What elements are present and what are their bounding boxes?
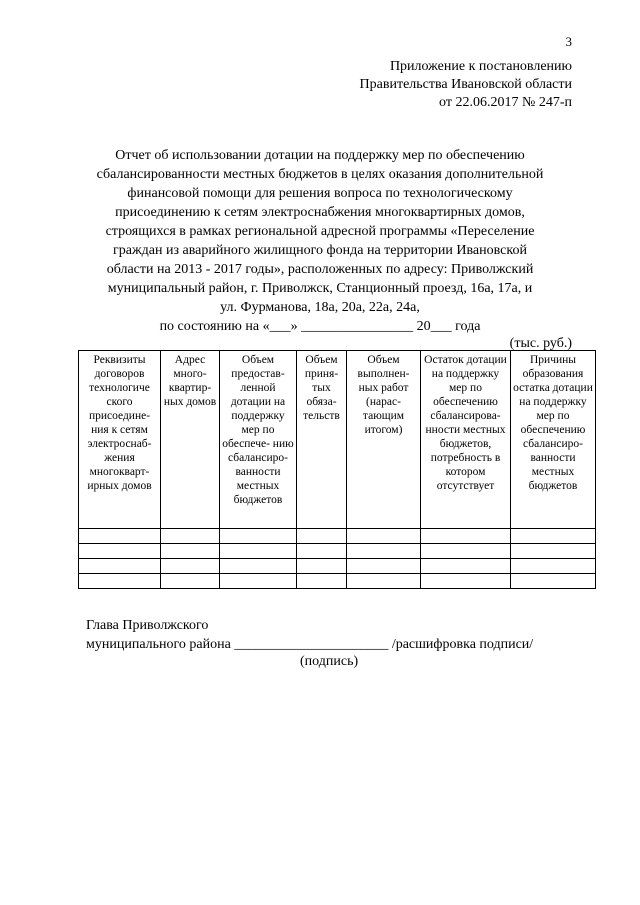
appendix-line-3: от 22.06.2017 № 247-п — [439, 95, 572, 110]
title-line: ул. Фурманова, 18а, 20а, 22а, 24а, — [220, 300, 420, 315]
table-cell — [220, 544, 297, 559]
table-cell — [161, 559, 220, 574]
header-work-completed: Объем выполнен- ных работ (нарас- тающим итогом) — [347, 351, 421, 529]
title-line: граждан из аварийного жилищного фонда на территории Ивановской — [113, 243, 527, 258]
table-cell — [220, 574, 297, 589]
table-row — [79, 559, 596, 574]
signature-line: муниципального района ______________________ /расшифровка подписи/ — [86, 637, 534, 652]
table-cell — [511, 574, 596, 589]
table-cell — [161, 529, 220, 544]
appendix-line-2: Правительства Ивановской области — [359, 77, 572, 92]
table-cell — [421, 529, 511, 544]
table-cell — [347, 544, 421, 559]
table-body — [79, 529, 596, 589]
report-table — [78, 350, 596, 589]
table-cell — [347, 574, 421, 589]
table-cell — [511, 544, 596, 559]
page-number: 3 — [565, 34, 572, 49]
signature-caption: (подпись) — [300, 654, 359, 669]
appendix-line-1: Приложение к постановлению — [389, 59, 572, 74]
table-row — [79, 544, 596, 559]
title-line: сбалансированности местных бюджетов в целях оказания дополнительной — [96, 167, 544, 182]
table-cell — [297, 544, 347, 559]
header-reasons: Причины образования остатка дотации на поддержку мер по обеспечению сбалансиро- ванности местных бюджетов — [511, 351, 596, 529]
header-obligations: Объем приня- тых обяза- тельств — [297, 351, 347, 529]
table-cell — [347, 529, 421, 544]
title-line: муниципальный район, г. Приволжск, Станционный проезд, 16а, 17а, и — [107, 281, 533, 296]
table-cell — [421, 559, 511, 574]
header-address: Адрес много- квартир- ных домов — [161, 351, 220, 529]
table-cell — [297, 559, 347, 574]
appendix-block — [172, 58, 572, 112]
signature-title: Глава Приволжского — [86, 618, 209, 633]
table-cell — [220, 529, 297, 544]
table-cell — [79, 529, 161, 544]
units-label: (тыс. руб.) — [509, 336, 572, 351]
table-cell — [297, 574, 347, 589]
header-contract-details: Реквизиты договоров технологиче ского присоедине- ния к сетям электроснаб- жения многокварт- ирных домов — [79, 351, 161, 529]
header-remainder: Остаток дотации на поддержку мер по обеспечению сбалансирова- нности местных бюджетов, потребность в котором отсутствует — [421, 351, 511, 529]
title-line: по состоянию на «___» ________________ 20___ года — [159, 319, 481, 334]
report-title — [70, 146, 570, 336]
table-cell — [79, 559, 161, 574]
table-header-row — [79, 351, 596, 529]
table-row — [79, 529, 596, 544]
header-subsidy-amount: Объем предостав- ленной дотации на поддержку мер по обеспече- нию сбалансиро- ванности местных бюджетов — [220, 351, 297, 529]
table-cell — [161, 544, 220, 559]
table-cell — [511, 529, 596, 544]
title-line: присоединению к сетям электроснабжения многоквартирных домов, — [115, 205, 525, 220]
table-cell — [79, 574, 161, 589]
table-cell — [161, 574, 220, 589]
table-cell — [79, 544, 161, 559]
table-cell — [511, 559, 596, 574]
table-row — [79, 574, 596, 589]
title-line: Отчет об использовании дотации на поддержку мер по обеспечению — [115, 148, 525, 163]
table-cell — [297, 529, 347, 544]
table-cell — [421, 544, 511, 559]
title-line: строящихся в рамках региональной адресной программы «Переселение — [105, 224, 535, 239]
title-line: области на 2013 - 2017 годы», расположенных по адресу: Приволжский — [106, 262, 534, 277]
table-cell — [347, 559, 421, 574]
table-cell — [220, 559, 297, 574]
title-line: финансовой помощи для решения вопроса по технологическому — [127, 186, 513, 201]
table-cell — [421, 574, 511, 589]
